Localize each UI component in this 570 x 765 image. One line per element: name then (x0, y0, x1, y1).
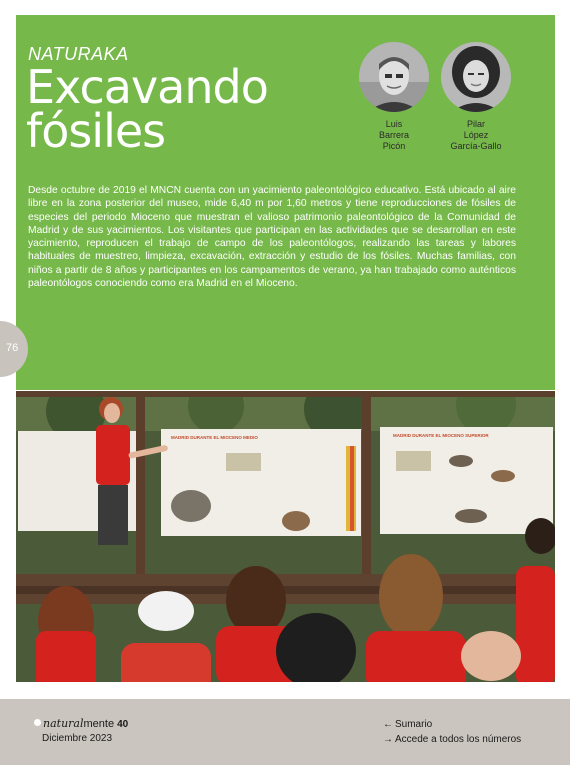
nav-label: Sumario (395, 719, 433, 730)
author-line: Picón (382, 141, 406, 151)
article-photo (16, 391, 555, 682)
author-line: López (463, 130, 489, 140)
page-title-line2: fósiles (26, 104, 166, 158)
author-line: Pilar (466, 119, 485, 129)
brand-dot-icon (34, 719, 41, 726)
arrow-left-icon: ← (383, 719, 393, 730)
section-label: NATURAKA (28, 44, 129, 64)
arrow-right-icon: → (383, 734, 393, 745)
magazine-brand[interactable] (34, 717, 128, 730)
page-title-line1: Excavando (26, 60, 268, 114)
nav-label: Accede a todos los números (395, 734, 522, 745)
issue-date: Diciembre 2023 (42, 733, 113, 744)
author-line: García-Gallo (450, 141, 502, 151)
author-name-2 (431, 119, 521, 152)
author-line: Barrera (378, 130, 409, 140)
author-portrait-1 (359, 42, 429, 112)
brand-italic: natural (43, 717, 84, 730)
article-body: Desde octubre de 2019 el MNCN cuenta con un yacimiento paleontológico educativo. Está ubicado al aire libre en la zona posterior del museo, mide 6,40 m por 1,60 metros y tiene reproducciones de fósiles de especies del periodo Mioceno que muestran el valioso patrimonio paleontológico de la Comunidad de Madrid y de sus yacimientos. Los visitantes que participan en las actividades que se desarrollan en este yacimiento, reproducen el trabajo de campo de los paleontólogos, realizando las tareas y labores habituales de muestreo, limpieza, excavación, extracción y estudio de los fósiles. Muchas familias, con niños a partir de 8 años y participantes en los campamentos de verano, ya han trabajado como auténticos paleontólogos conociendo como era Madrid en el Mioceno. (28, 185, 516, 290)
author-name-1 (349, 119, 439, 152)
page-number: 76 (6, 342, 19, 354)
author-line: Luis (385, 119, 403, 129)
panel-title-1: MADRID DURANTE EL MIOCENO MEDIO (171, 435, 258, 440)
nav-all-issues-link[interactable] (383, 734, 521, 745)
author-portrait-2 (441, 42, 511, 112)
brand-rest: mente (83, 718, 115, 730)
issue-number: 40 (117, 719, 129, 730)
panel-title-2: MADRID DURANTE EL MIOCENO SUPERIOR (393, 433, 489, 438)
footer-bar (0, 699, 570, 765)
nav-sumario-link[interactable] (383, 719, 432, 730)
